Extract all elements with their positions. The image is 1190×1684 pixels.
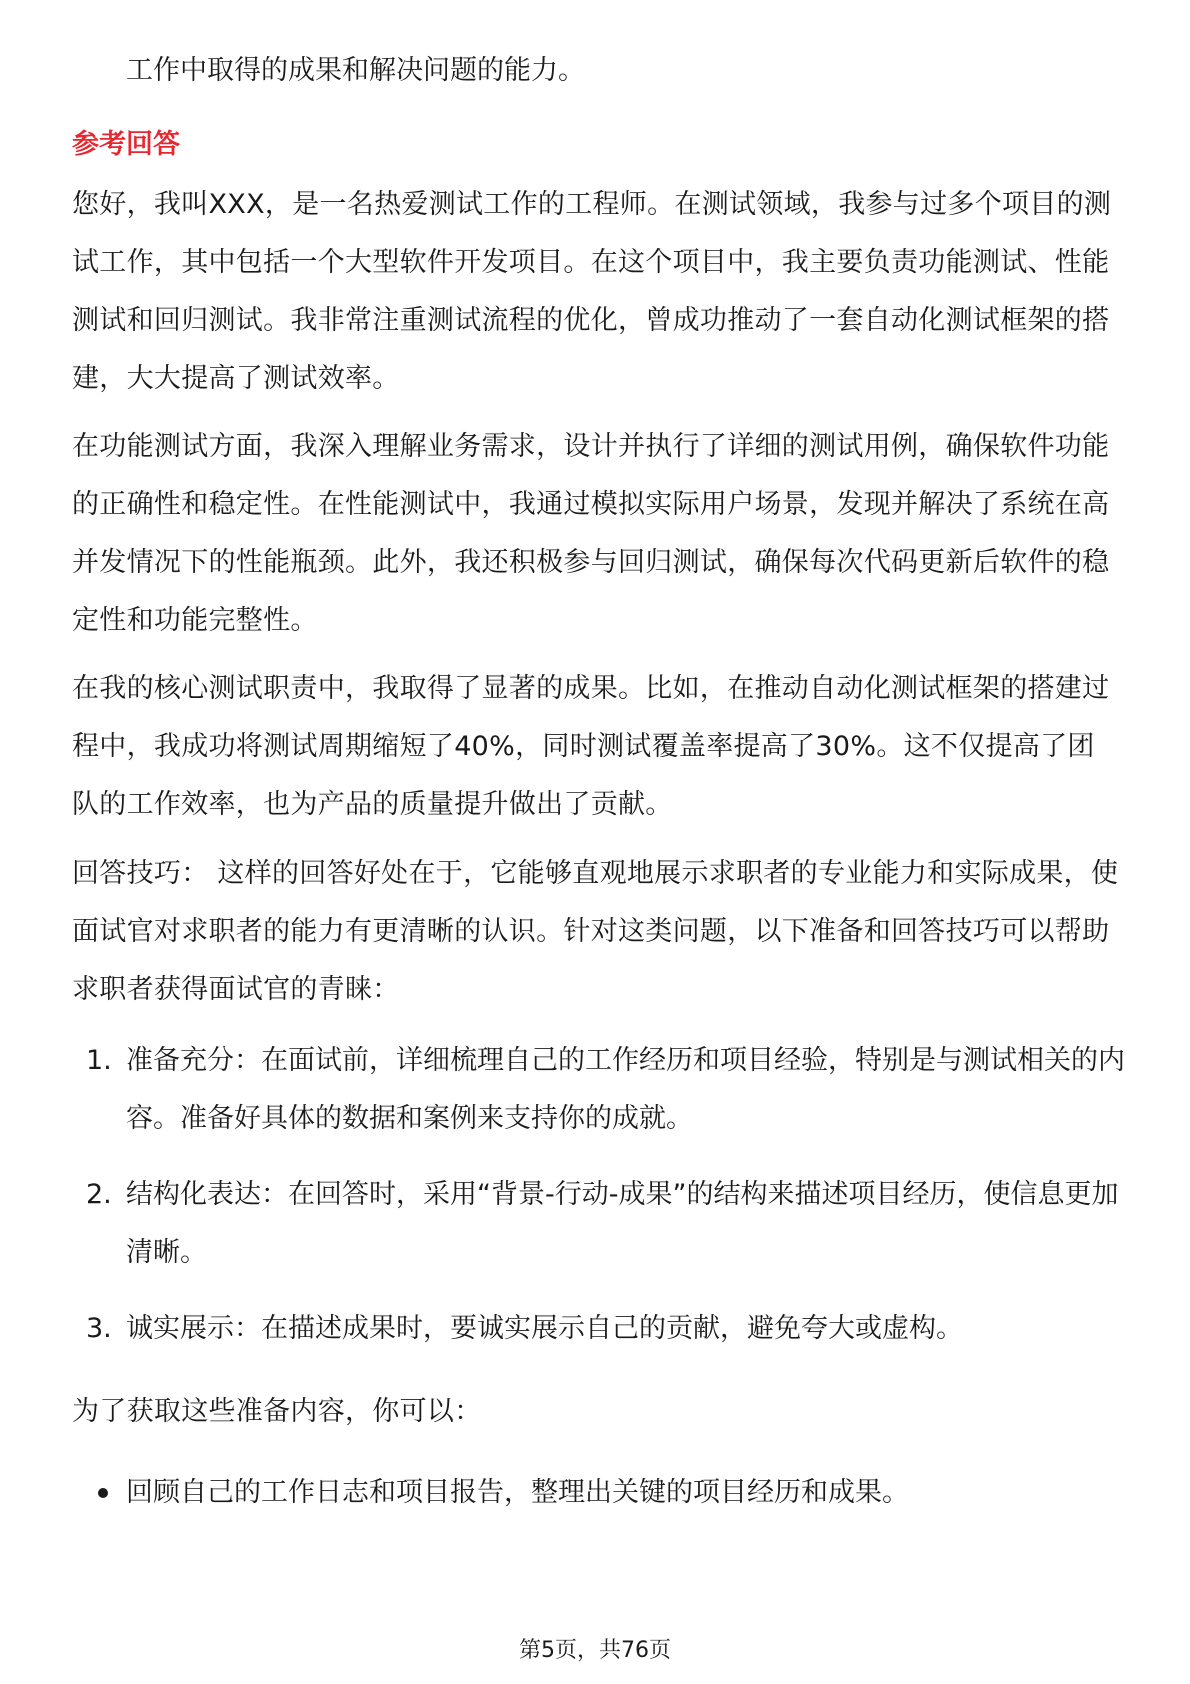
list-number: 3. [86, 1313, 112, 1344]
lead-in-text: 为了获取这些准备内容，你可以： [72, 1396, 482, 1427]
list-item-text: 诚实展示：在描述成果时，要诚实展示自己的贡献，避免夸大或虚构。 [126, 1313, 963, 1344]
list-item-text: 准备充分：在面试前，详细梳理自己的工作经历和项目经验，特别是与测试相关的内容。准备好具体的数据和案例来支持你的成就。 [126, 1045, 1125, 1134]
list-number: 2. [86, 1179, 112, 1210]
answer-paragraph-1: 您好，我叫XXX，是一名热爱测试工作的工程师。在测试领域，我参与过多个项目的测试工作，其中包括一个大型软件开发项目。在这个项目中，我主要负责功能测试、性能测试和回归测试。我非常注重测试流程的优化，曾成功推动了一套自动化测试框架的搭建，大大提高了测试效率。 [72, 189, 1112, 394]
answer-paragraph-3: 在我的核心测试职责中，我取得了显著的成果。比如，在推动自动化测试框架的搭建过程中，我成功将测试周期缩短了40%，同时测试覆盖率提高了30%。这不仅提高了团队的工作效率，也为产品的质量提升做出了贡献。 [72, 673, 1110, 820]
list-number: 1. [86, 1045, 112, 1076]
answer-paragraph-2: 在功能测试方面，我深入理解业务需求，设计并执行了详细的测试用例，确保软件功能的正确性和稳定性。在性能测试中，我通过模拟实际用户场景，发现并解决了系统在高并发情况下的性能瓶颈。此外，我还积极参与回归测试，确保每次代码更新后软件的稳定性和功能完整性。 [72, 431, 1110, 636]
bullet-item-text: 回顾自己的工作日志和项目报告，整理出关键的项目经历和成果。 [126, 1477, 909, 1508]
section-heading: 参考回答 [72, 129, 180, 160]
continuation-text: 工作中取得的成果和解决问题的能力。 [126, 55, 585, 86]
tips-paragraph: 回答技巧： 这样的回答好处在于，它能够直观地展示求职者的专业能力和实际成果，使面试官对求职者的能力有更清晰的认识。针对这类问题，以下准备和回答技巧可以帮助求职者获得面试官的青睐： [72, 858, 1119, 1005]
list-item-text: 结构化表达：在回答时，采用“背景-行动-成果”的结构来描述项目经历，使信息更加清晰。 [126, 1179, 1119, 1268]
page-footer: 第5页，共76页 [519, 1638, 671, 1663]
bullet-dot-icon [98, 1488, 108, 1498]
